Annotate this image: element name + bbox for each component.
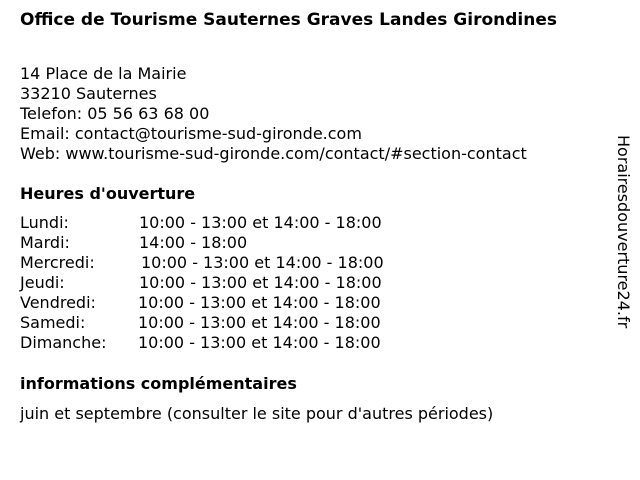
street-address: 14 Place de la Mairie: [20, 64, 187, 83]
day-label: Mercredi:: [20, 253, 95, 272]
hours-value: 10:00 - 13:00 et 14:00 - 18:00: [138, 313, 381, 332]
day-label: Dimanche:: [20, 333, 107, 352]
hours-value: 10:00 - 13:00 et 14:00 - 18:00: [138, 293, 381, 312]
hours-value: 10:00 - 13:00 et 14:00 - 18:00: [141, 253, 384, 272]
email-address: Email: contact@tourisme-sud-gironde.com: [20, 124, 362, 143]
hours-value: 10:00 - 13:00 et 14:00 - 18:00: [139, 273, 382, 292]
address-block: [20, 64, 527, 164]
additional-info-text: juin et septembre (consulter le site pour d'autres périodes): [20, 404, 494, 423]
hours-value: 10:00 - 13:00 et 14:00 - 18:00: [138, 333, 381, 352]
website-address: Web: www.tourisme-sud-gironde.com/contact/#section-contact: [20, 144, 527, 163]
day-label: Lundi:: [20, 213, 69, 232]
site-watermark: Horairesdouverture24.fr: [614, 135, 633, 329]
additional-info-heading: informations complémentaires: [20, 374, 297, 393]
hours-value: 14:00 - 18:00: [139, 233, 248, 252]
day-label: Samedi:: [20, 313, 86, 332]
opening-hours-heading: Heures d'ouverture: [20, 184, 196, 203]
day-label: Mardi:: [20, 233, 70, 252]
phone-number: Telefon: 05 56 63 68 00: [20, 104, 210, 123]
city-postal-code: 33210 Sauternes: [20, 84, 157, 103]
day-label: Jeudi:: [20, 273, 65, 292]
page-title: Office de Tourisme Sauternes Graves Landes Girondines: [20, 10, 557, 30]
hours-value: 10:00 - 13:00 et 14:00 - 18:00: [139, 213, 382, 232]
day-label: Vendredi:: [20, 293, 96, 312]
